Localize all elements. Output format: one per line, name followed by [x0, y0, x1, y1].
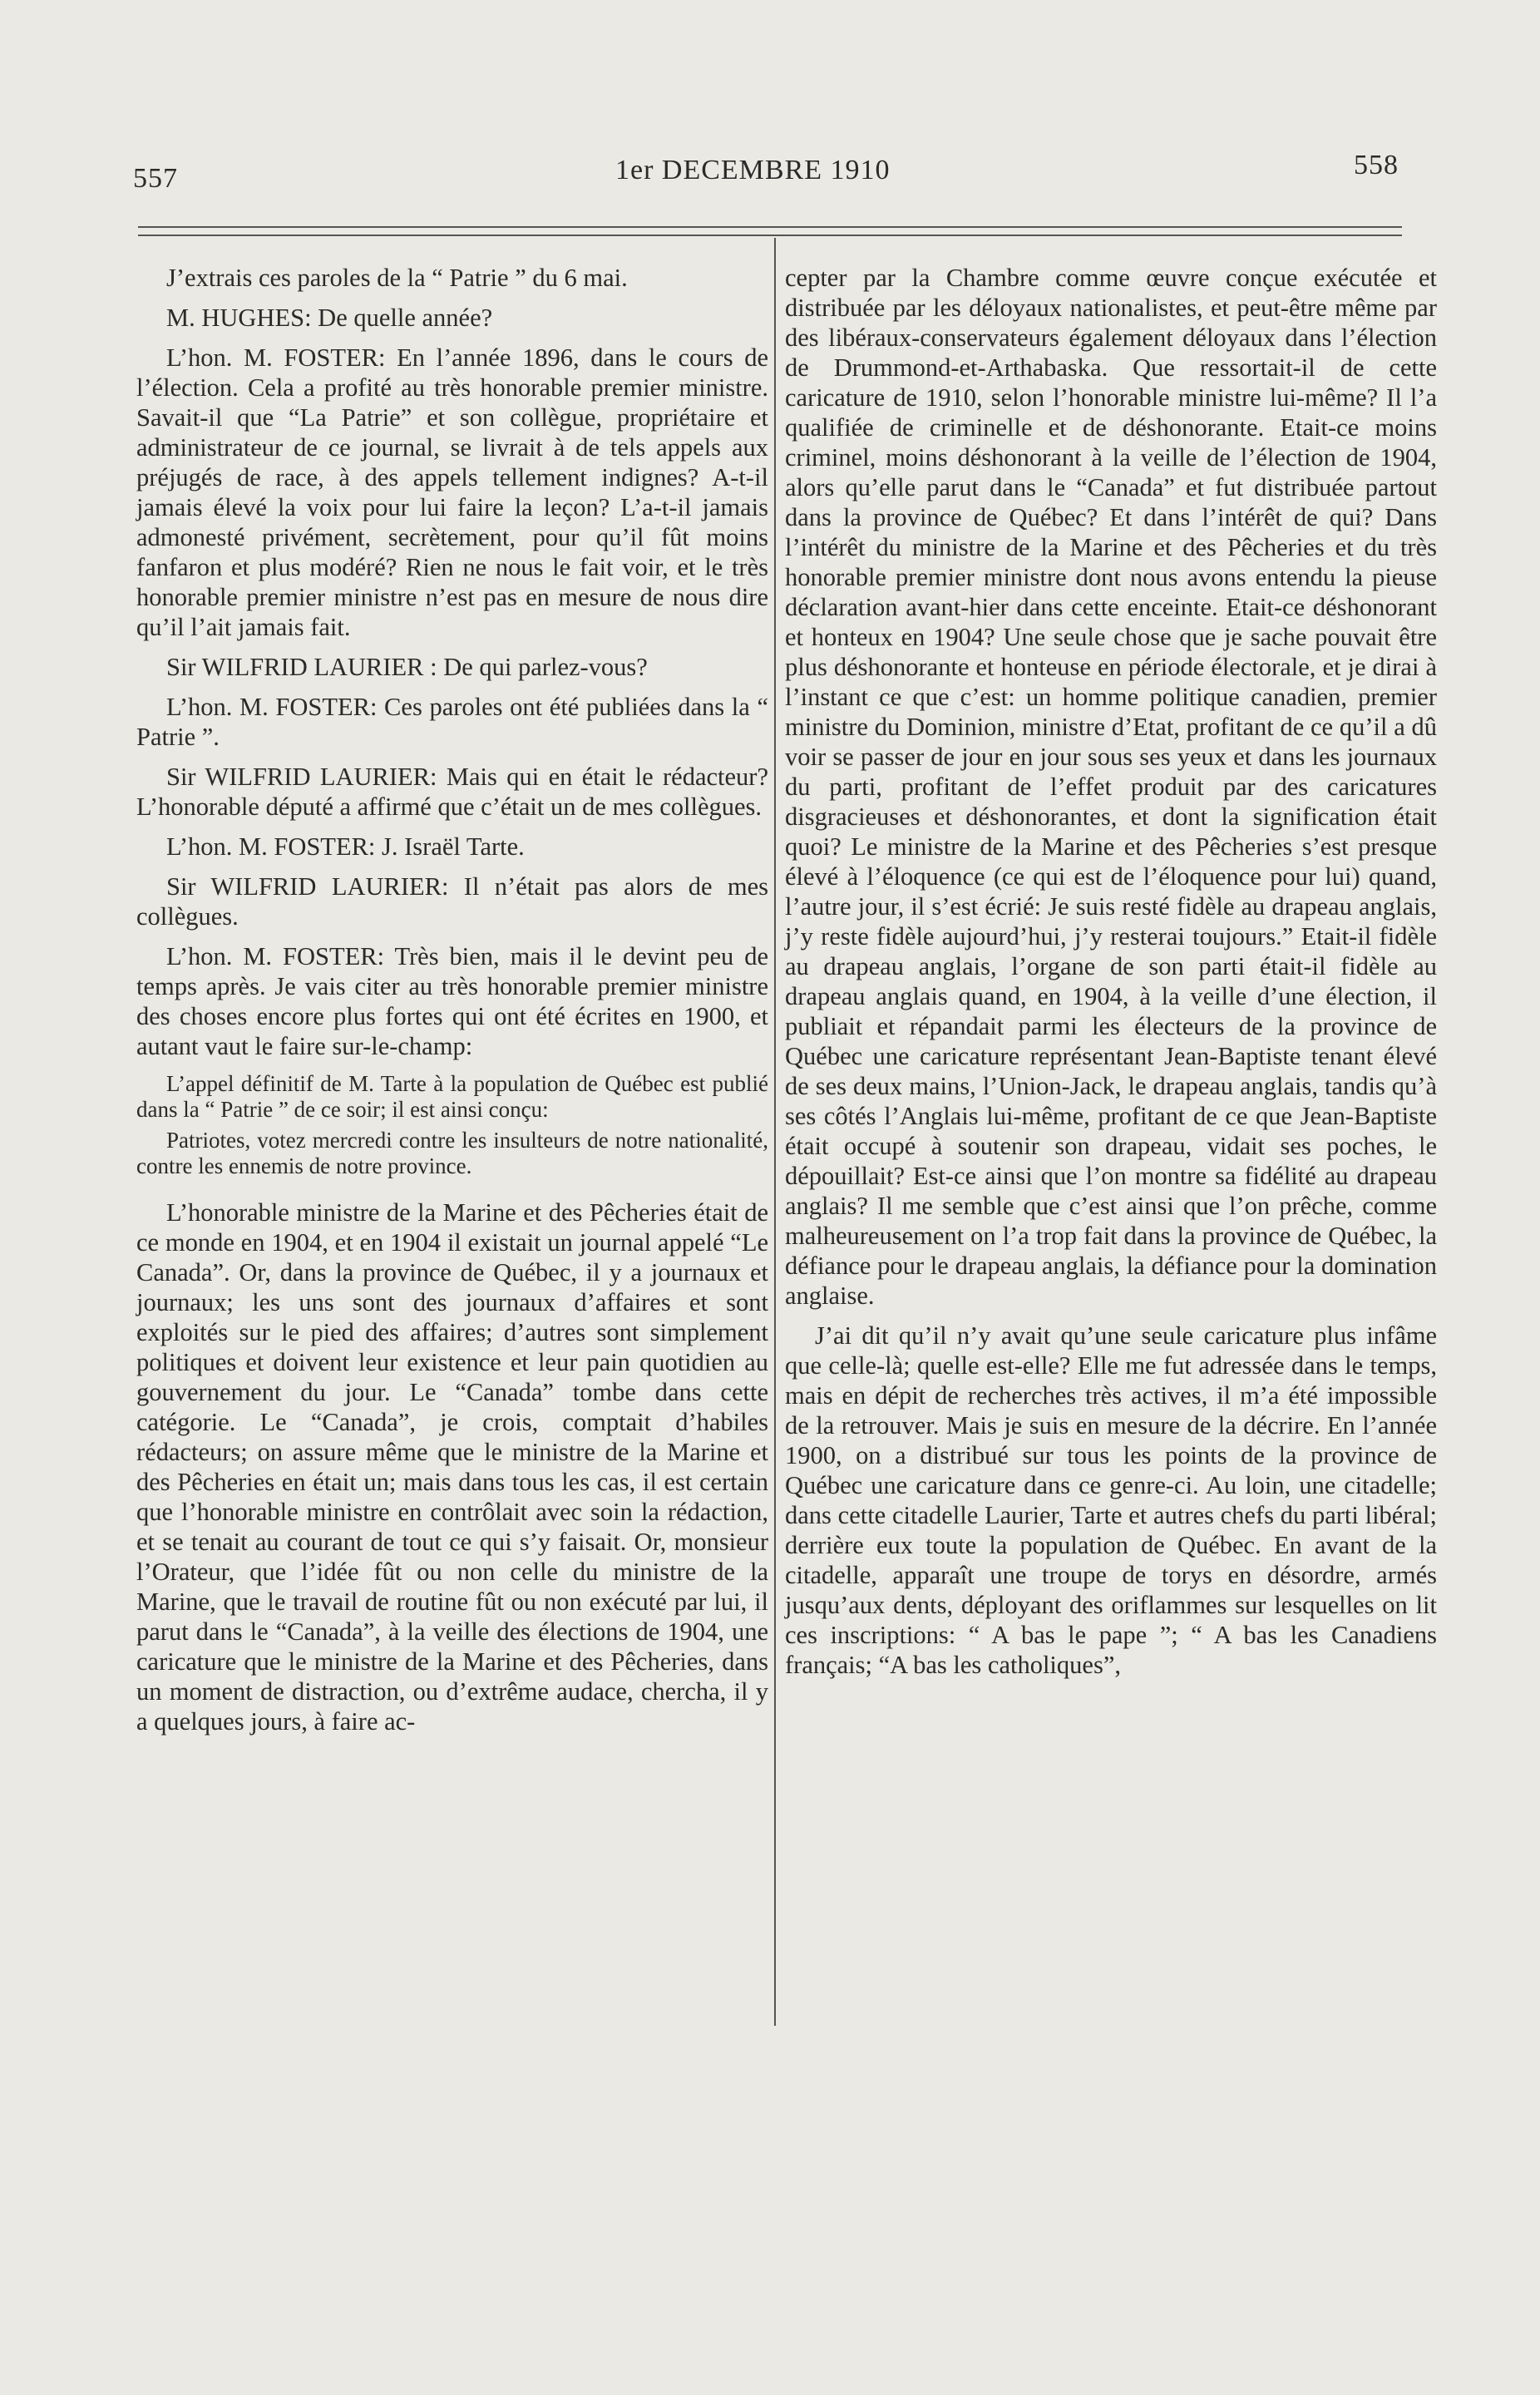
right-column	[785, 263, 1437, 1690]
paragraph: L’honorable ministre de la Marine et des Pêcheries était de ce monde en 1904, et en 1904 il existait un journal appelé “Le Canada”. Or, dans la province de Québec, il y a journaux et journaux; les uns sont des journaux d’affaires et sont exploités sur le pied des affaires; d’autres sont simplement politiques et doivent leur existence et leur pain quotidien au gouvernement du jour. Le “Canada” tombe dans cette catégorie. Le “Canada”, je crois, comptait d’habiles rédacteurs; on assure même que le ministre de la Marine et des Pêcheries en était un; mais dans tous les cas, il est certain que l’honorable ministre en contrôlait avec soin la rédaction, et se tenait au courant de tout ce qui s’y faisait. Or, monsieur l’Orateur, que l’idée fût ou non celle du ministre de la Marine, que le travail de routine fût ou non exécuté par lui, il parut dans le “Canada”, à la veille des élections de 1904, une caricature que le ministre de la Marine et des Pêcheries, dans un moment de distraction, ou d’extrême audace, chercha, il y a quelques jours, à faire ac-	[136, 1198, 768, 1736]
header-rule-bottom	[138, 235, 1402, 236]
block-quote: L’appel définitif de M. Tarte à la population de Québec est publié dans la “ Patrie ” de ce soir; il est ainsi conçu:	[136, 1071, 768, 1122]
speaker-line: Sir WILFRID LAURIER : De qui parlez-vous?	[166, 653, 648, 681]
paragraph: Sir WILFRID LAURIER: Mais qui en était le rédacteur? L’honorable député a affirmé que c’était un de mes collègues.	[136, 763, 768, 821]
paragraph: L’hon. M. FOSTER: J. Israël Tarte.	[166, 832, 525, 861]
header-date: 1er DECEMBRE 1910	[615, 155, 891, 185]
page-header	[0, 0, 1540, 216]
column-divider	[774, 238, 776, 2026]
paragraph: Sir WILFRID LAURIER: Il n’était pas alors de mes collègues.	[136, 872, 768, 931]
page-number-left: 557	[133, 163, 178, 194]
speaker-line: M. HUGHES: De quelle année?	[166, 304, 493, 332]
left-column	[136, 263, 768, 1746]
paragraph: L’hon. M. FOSTER: Très bien, mais il le devint peu de temps après. Je vais citer au très honorable premier ministre des choses encore plus fortes qui ont été écrites en 1900, et autant vaut le faire sur-le-champ:	[136, 942, 768, 1060]
page-number-right: 558	[1354, 150, 1399, 180]
paragraph: J’extrais ces paroles de la “ Patrie ” du 6 mai.	[166, 264, 628, 292]
header-rule-top	[138, 226, 1402, 228]
paragraph: cepter par la Chambre comme œuvre conçue exécutée et distribuée par les déloyaux nationalistes, et peut-être même par des libéraux-conservateurs également déloyaux dans l’élection de Drummond-et-Arthabaska. Que ressortait-il de cette caricature de 1910, selon l’honorable ministre lui-même? Il l’a qualifiée de criminelle et de déshonorante. Etait-ce moins criminel, moins déshonorant à la veille de l’élection de 1904, alors qu’elle parut dans le “Canada” et fut distribuée partout dans la province de Québec? Et dans l’intérêt de qui? Dans l’intérêt du ministre de la Marine et des Pêcheries et du très honorable premier ministre dont nous avons entendu la pieuse déclaration avant-hier dans cette enceinte. Etait-ce déshonorant et honteux en 1904? Une seule chose que je sache pouvait être plus déshonorante et honteuse en période électorale, et je dirai à l’instant ce que c’est: un homme politique canadien, premier ministre du Dominion, ministre d’Etat, profitant de ce qu’il a dû voir se passer de jour en jour sous ses yeux et dans les journaux du parti, profitant de l’effet produit par des caricatures disgracieuses et déshonorantes, et dont la signification était quoi? Le ministre de la Marine et des Pêcheries s’est presque élevé à l’éloquence (ce qui est de l’éloquence pour lui) quand, l’autre jour, il s’est écrié: Je suis resté fidèle au drapeau anglais, j’y reste fidèle aujourd’hui, j’y resterai toujours.” Etait-il fidèle au drapeau anglais, l’organe de son parti était-il fidèle au drapeau anglais quand, en 1904, à la veille d’une élection, il publiait et répandait parmi les électeurs de la province de Québec une caricature représentant Jean-Baptiste tenant élevé de ses deux mains, l’Union-Jack, le drapeau anglais, tandis qu’à ses côtés l’Anglais lui-même, profitant de ce que Jean-Baptiste était occupé à soutenir son drapeau, vidait ses poches, le dépouillait? Est-ce ainsi que l’on montre sa fidélité au drapeau anglais? Il me semble que c’est ainsi que l’on prêche, comme malheureusement on l’a trop fait dans la province de Québec, la défiance pour le drapeau anglais, la défiance pour la domination anglaise.	[785, 264, 1437, 1310]
paragraph: L’hon. M. FOSTER: En l’année 1896, dans le cours de l’élection. Cela a profité au très honorable premier ministre. Savait-il que “La Patrie” et son collègue, propriétaire et administrateur de ce journal, se livrait à de tels appels aux préjugés de race, à des appels tellement indignes? A-t-il jamais élevé la voix pour lui faire la leçon? L’a-t-il jamais admonesté privément, secrètement, pour qu’il fût moins fanfaron et plus modéré? Rien ne nous le fait voir, et le très honorable premier ministre n’est pas en mesure de nous dire qu’il l’ait jamais fait.	[136, 343, 768, 641]
paragraph: J’ai dit qu’il n’y avait qu’une seule caricature plus infâme que celle-là; quelle est-elle? Elle me fut adressée dans le temps, mais en dépit de recherches très actives, il m’a été impossible de la retrouver. Mais je suis en mesure de la décrire. En l’année 1900, on a distribué sur tous les points de la province de Québec une caricature dans ce genre-ci. Au loin, une citadelle; dans cette citadelle Laurier, Tarte et autres chefs du parti libéral; derrière eux toute la population de Québec. En avant de la citadelle, apparaît une troupe de torys en désordre, armés jusqu’aux dents, déployant des oriflammes sur lesquelles on lit ces inscriptions: “ A bas le pape ”; “ A bas les Canadiens français; “A bas les catholiques”,	[785, 1321, 1437, 1679]
block-quote: Patriotes, votez mercredi contre les insulteurs de notre nationalité, contre les ennemis de notre province.	[136, 1128, 768, 1178]
paragraph: L’hon. M. FOSTER: Ces paroles ont été publiées dans la “ Patrie ”.	[136, 693, 768, 751]
